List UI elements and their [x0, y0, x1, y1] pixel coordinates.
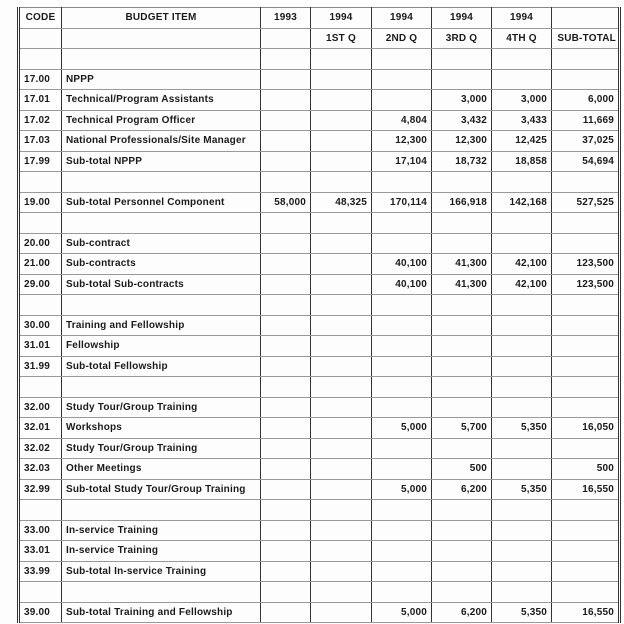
row-1994-q3 — [432, 315, 492, 336]
row-budget-item: Sub-contract — [62, 233, 261, 254]
header-1994-q1-year: 1994 — [311, 8, 372, 29]
row-budget-item: Training and Fellowship — [62, 315, 261, 336]
row-1994-q4: 5,350 — [492, 602, 552, 623]
table-row-blank — [19, 213, 620, 234]
header-q4: 4TH Q — [492, 28, 552, 49]
row-1994-q3 — [432, 582, 492, 603]
row-1994-q1 — [311, 172, 372, 193]
row-1994-q1 — [311, 438, 372, 459]
row-budget-item: Sub-total NPPP — [62, 151, 261, 172]
row-1993 — [261, 69, 311, 90]
header-subtotal: SUB-TOTAL — [552, 28, 620, 49]
row-1994-q2 — [372, 377, 432, 398]
row-1994-q4: 42,100 — [492, 274, 552, 295]
row-1993 — [261, 541, 311, 562]
header-code-blank — [19, 28, 62, 49]
row-code: 17.03 — [19, 131, 62, 152]
row-1993 — [261, 520, 311, 541]
row-code: 32.00 — [19, 397, 62, 418]
table-row — [19, 254, 620, 275]
table-row — [19, 438, 620, 459]
row-1993 — [261, 172, 311, 193]
table-row — [19, 233, 620, 254]
row-budget-item: Sub-total In-service Training — [62, 561, 261, 582]
row-subtotal: 6,000 — [552, 90, 620, 111]
row-1994-q1 — [311, 151, 372, 172]
row-1994-q2 — [372, 315, 432, 336]
row-1994-q4 — [492, 69, 552, 90]
row-1994-q4: 3,000 — [492, 90, 552, 111]
row-subtotal: 527,525 — [552, 192, 620, 213]
row-1994-q2 — [372, 233, 432, 254]
table-row — [19, 192, 620, 213]
row-1994-q2 — [372, 520, 432, 541]
header-budget-item: BUDGET ITEM — [62, 8, 261, 29]
table-row-blank — [19, 500, 620, 521]
row-subtotal: 11,669 — [552, 110, 620, 131]
row-1993 — [261, 295, 311, 316]
row-1994-q3: 3,432 — [432, 110, 492, 131]
table-row-blank — [19, 49, 620, 70]
row-1994-q3: 3,000 — [432, 90, 492, 111]
row-1993 — [261, 213, 311, 234]
row-budget-item: Sub-total Study Tour/Group Training — [62, 479, 261, 500]
table-row-blank — [19, 582, 620, 603]
row-code: 20.00 — [19, 233, 62, 254]
row-1994-q2 — [372, 500, 432, 521]
row-1993 — [261, 459, 311, 480]
table-row — [19, 541, 620, 562]
table-row — [19, 131, 620, 152]
row-subtotal — [552, 520, 620, 541]
row-1994-q2 — [372, 172, 432, 193]
row-1994-q2: 5,000 — [372, 602, 432, 623]
row-subtotal — [552, 541, 620, 562]
row-budget-item: Sub-total Fellowship — [62, 356, 261, 377]
row-1994-q3 — [432, 233, 492, 254]
row-1994-q4 — [492, 213, 552, 234]
row-1994-q2: 170,114 — [372, 192, 432, 213]
row-1994-q4: 12,425 — [492, 131, 552, 152]
row-1994-q3 — [432, 377, 492, 398]
row-1994-q1 — [311, 500, 372, 521]
row-1994-q3: 18,732 — [432, 151, 492, 172]
row-1994-q4: 5,350 — [492, 418, 552, 439]
row-1994-q3 — [432, 69, 492, 90]
row-1993 — [261, 356, 311, 377]
row-subtotal — [552, 582, 620, 603]
row-subtotal: 16,050 — [552, 418, 620, 439]
row-1994-q4: 18,858 — [492, 151, 552, 172]
row-1994-q3 — [432, 500, 492, 521]
row-budget-item: In-service Training — [62, 520, 261, 541]
row-1994-q2 — [372, 582, 432, 603]
row-1994-q3 — [432, 172, 492, 193]
row-subtotal — [552, 69, 620, 90]
row-budget-item: NPPP — [62, 69, 261, 90]
row-budget-item — [62, 582, 261, 603]
row-1994-q3: 12,300 — [432, 131, 492, 152]
row-1994-q2 — [372, 438, 432, 459]
row-1994-q4 — [492, 582, 552, 603]
row-subtotal — [552, 356, 620, 377]
row-1994-q1 — [311, 233, 372, 254]
row-code: 32.02 — [19, 438, 62, 459]
budget-table — [17, 7, 621, 623]
row-code — [19, 172, 62, 193]
row-1994-q2 — [372, 69, 432, 90]
row-1993 — [261, 377, 311, 398]
row-budget-item — [62, 377, 261, 398]
row-code — [19, 582, 62, 603]
row-subtotal: 16,550 — [552, 602, 620, 623]
row-code: 32.03 — [19, 459, 62, 480]
header-q2: 2ND Q — [372, 28, 432, 49]
row-1994-q4 — [492, 377, 552, 398]
row-subtotal — [552, 500, 620, 521]
header-q1: 1ST Q — [311, 28, 372, 49]
row-1994-q4: 142,168 — [492, 192, 552, 213]
row-1994-q2 — [372, 49, 432, 70]
row-subtotal: 16,550 — [552, 479, 620, 500]
row-1994-q1 — [311, 336, 372, 357]
table-row — [19, 315, 620, 336]
row-1994-q4 — [492, 561, 552, 582]
row-1994-q3: 6,200 — [432, 602, 492, 623]
header-row-quarters — [19, 28, 620, 49]
row-code: 33.01 — [19, 541, 62, 562]
row-subtotal: 54,694 — [552, 151, 620, 172]
row-1993 — [261, 90, 311, 111]
row-code: 31.01 — [19, 336, 62, 357]
row-code — [19, 213, 62, 234]
row-code: 21.00 — [19, 254, 62, 275]
row-1994-q2 — [372, 397, 432, 418]
row-1994-q3 — [432, 213, 492, 234]
row-1994-q4 — [492, 315, 552, 336]
header-1993: 1993 — [261, 8, 311, 29]
row-code — [19, 500, 62, 521]
row-1994-q3: 166,918 — [432, 192, 492, 213]
row-1994-q2: 17,104 — [372, 151, 432, 172]
row-1994-q1 — [311, 541, 372, 562]
table-row — [19, 356, 620, 377]
row-code: 29.00 — [19, 274, 62, 295]
row-budget-item: In-service Training — [62, 541, 261, 562]
row-1994-q1 — [311, 479, 372, 500]
row-1993 — [261, 397, 311, 418]
row-1994-q4 — [492, 541, 552, 562]
row-1993 — [261, 418, 311, 439]
row-1994-q4: 5,350 — [492, 479, 552, 500]
row-1994-q1 — [311, 582, 372, 603]
row-budget-item: Technical Program Officer — [62, 110, 261, 131]
row-budget-item — [62, 49, 261, 70]
row-code: 19.00 — [19, 192, 62, 213]
row-1994-q1 — [311, 397, 372, 418]
row-1994-q2 — [372, 541, 432, 562]
row-1994-q4 — [492, 500, 552, 521]
row-1994-q1 — [311, 254, 372, 275]
row-budget-item: Fellowship — [62, 336, 261, 357]
row-code — [19, 295, 62, 316]
row-code: 17.01 — [19, 90, 62, 111]
row-1994-q4 — [492, 233, 552, 254]
row-subtotal — [552, 397, 620, 418]
header-item-blank — [62, 28, 261, 49]
row-1993 — [261, 500, 311, 521]
row-1994-q4 — [492, 295, 552, 316]
row-subtotal — [552, 213, 620, 234]
table-row — [19, 151, 620, 172]
row-1994-q3: 41,300 — [432, 254, 492, 275]
row-1994-q2 — [372, 356, 432, 377]
table-row — [19, 561, 620, 582]
table-row-blank — [19, 172, 620, 193]
row-subtotal — [552, 336, 620, 357]
table-row-blank — [19, 295, 620, 316]
table-row — [19, 110, 620, 131]
row-1994-q1 — [311, 520, 372, 541]
table-row — [19, 397, 620, 418]
row-1994-q2 — [372, 459, 432, 480]
row-budget-item: Study Tour/Group Training — [62, 397, 261, 418]
row-subtotal — [552, 233, 620, 254]
row-1994-q4 — [492, 49, 552, 70]
row-1994-q4: 42,100 — [492, 254, 552, 275]
row-1994-q3 — [432, 336, 492, 357]
row-code: 17.02 — [19, 110, 62, 131]
row-1993 — [261, 582, 311, 603]
row-1994-q1 — [311, 418, 372, 439]
row-budget-item — [62, 295, 261, 316]
row-1994-q3 — [432, 295, 492, 316]
row-code — [19, 377, 62, 398]
row-1994-q3: 500 — [432, 459, 492, 480]
row-1994-q1: 48,325 — [311, 192, 372, 213]
row-subtotal — [552, 561, 620, 582]
table-row — [19, 274, 620, 295]
table-row — [19, 418, 620, 439]
row-subtotal: 37,025 — [552, 131, 620, 152]
row-subtotal — [552, 172, 620, 193]
row-1994-q1 — [311, 274, 372, 295]
table-row — [19, 602, 620, 623]
row-1994-q3 — [432, 520, 492, 541]
header-q3: 3RD Q — [432, 28, 492, 49]
table-row — [19, 520, 620, 541]
row-subtotal — [552, 295, 620, 316]
row-1994-q1 — [311, 561, 372, 582]
row-1994-q1 — [311, 69, 372, 90]
row-1993: 58,000 — [261, 192, 311, 213]
row-1994-q2: 40,100 — [372, 274, 432, 295]
table-row — [19, 336, 620, 357]
row-code — [19, 49, 62, 70]
row-code: 31.99 — [19, 356, 62, 377]
header-row-years — [19, 8, 620, 29]
row-1994-q1 — [311, 377, 372, 398]
row-budget-item: Sub-total Sub-contracts — [62, 274, 261, 295]
row-1994-q1 — [311, 315, 372, 336]
row-code: 39.00 — [19, 602, 62, 623]
row-1993 — [261, 254, 311, 275]
row-1994-q4: 3,433 — [492, 110, 552, 131]
row-budget-item: Sub-total Personnel Component — [62, 192, 261, 213]
row-budget-item — [62, 500, 261, 521]
table-row — [19, 479, 620, 500]
row-1994-q2 — [372, 561, 432, 582]
row-1994-q4 — [492, 459, 552, 480]
row-1993 — [261, 438, 311, 459]
row-1994-q1 — [311, 49, 372, 70]
header-1994-q2-year: 1994 — [372, 8, 432, 29]
row-1994-q3 — [432, 397, 492, 418]
header-1994-q3-year: 1994 — [432, 8, 492, 29]
row-subtotal — [552, 49, 620, 70]
row-1994-q1 — [311, 602, 372, 623]
row-1994-q2: 4,804 — [372, 110, 432, 131]
header-subtotal-blank — [552, 8, 620, 29]
row-1993 — [261, 336, 311, 357]
row-code: 17.99 — [19, 151, 62, 172]
row-1994-q3: 41,300 — [432, 274, 492, 295]
row-budget-item: Technical/Program Assistants — [62, 90, 261, 111]
row-1994-q2: 5,000 — [372, 479, 432, 500]
row-budget-item: Sub-total Training and Fellowship — [62, 602, 261, 623]
header-1993-blank — [261, 28, 311, 49]
row-1994-q4 — [492, 172, 552, 193]
row-subtotal: 123,500 — [552, 274, 620, 295]
table-row — [19, 90, 620, 111]
row-1994-q2 — [372, 90, 432, 111]
row-code: 30.00 — [19, 315, 62, 336]
row-1994-q3 — [432, 561, 492, 582]
row-budget-item: National Professionals/Site Manager — [62, 131, 261, 152]
row-1993 — [261, 110, 311, 131]
row-1994-q1 — [311, 90, 372, 111]
row-1994-q2: 40,100 — [372, 254, 432, 275]
row-1993 — [261, 602, 311, 623]
row-1993 — [261, 151, 311, 172]
row-1994-q4 — [492, 438, 552, 459]
row-budget-item — [62, 172, 261, 193]
row-1993 — [261, 479, 311, 500]
row-1994-q3: 5,700 — [432, 418, 492, 439]
row-1994-q2: 12,300 — [372, 131, 432, 152]
row-1994-q1 — [311, 356, 372, 377]
row-1994-q4 — [492, 336, 552, 357]
row-1993 — [261, 49, 311, 70]
row-code: 33.99 — [19, 561, 62, 582]
row-subtotal — [552, 377, 620, 398]
header-1994-q4-year: 1994 — [492, 8, 552, 29]
row-1994-q2: 5,000 — [372, 418, 432, 439]
row-1994-q3 — [432, 356, 492, 377]
row-1993 — [261, 131, 311, 152]
table-row-blank — [19, 377, 620, 398]
row-1994-q2 — [372, 336, 432, 357]
row-1994-q3 — [432, 541, 492, 562]
row-budget-item: Other Meetings — [62, 459, 261, 480]
row-subtotal: 500 — [552, 459, 620, 480]
row-1994-q4 — [492, 356, 552, 377]
row-1993 — [261, 274, 311, 295]
table-row — [19, 69, 620, 90]
row-budget-item: Sub-contracts — [62, 254, 261, 275]
row-1994-q1 — [311, 110, 372, 131]
row-subtotal — [552, 438, 620, 459]
row-1993 — [261, 233, 311, 254]
row-budget-item — [62, 213, 261, 234]
row-1994-q2 — [372, 295, 432, 316]
row-code: 32.99 — [19, 479, 62, 500]
row-1994-q3 — [432, 438, 492, 459]
row-1994-q3: 6,200 — [432, 479, 492, 500]
row-code: 32.01 — [19, 418, 62, 439]
row-code: 17.00 — [19, 69, 62, 90]
row-1994-q4 — [492, 397, 552, 418]
row-1994-q4 — [492, 520, 552, 541]
row-1994-q1 — [311, 131, 372, 152]
row-1994-q1 — [311, 295, 372, 316]
row-1994-q3 — [432, 49, 492, 70]
row-budget-item: Workshops — [62, 418, 261, 439]
row-subtotal — [552, 315, 620, 336]
row-1993 — [261, 315, 311, 336]
row-budget-item: Study Tour/Group Training — [62, 438, 261, 459]
row-1994-q2 — [372, 213, 432, 234]
row-code: 33.00 — [19, 520, 62, 541]
row-1994-q1 — [311, 459, 372, 480]
row-subtotal: 123,500 — [552, 254, 620, 275]
table-row — [19, 459, 620, 480]
row-1993 — [261, 561, 311, 582]
header-code: CODE — [19, 8, 62, 29]
row-1994-q1 — [311, 213, 372, 234]
